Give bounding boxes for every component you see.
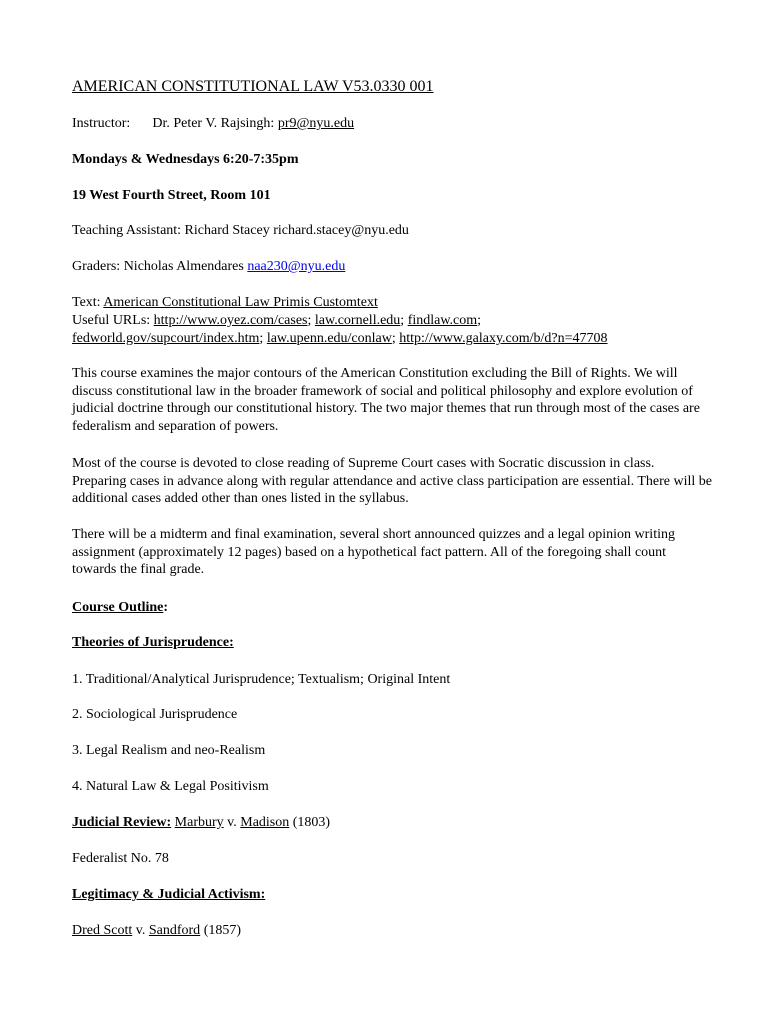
- document-title: AMERICAN CONSTITUTIONAL LAW V53.0330 001: [72, 78, 434, 95]
- graders-line: [72, 258, 345, 275]
- cornell-link[interactable]: law.cornell.edu: [314, 313, 401, 328]
- urls-line-2: fedworld.gov/supcourt/index.htm; law.upenn.edu/conlaw; http://www.galaxy.com/b/d?n=47708: [72, 331, 608, 346]
- upenn-link[interactable]: law.upenn.edu/conlaw: [266, 331, 392, 346]
- course-outline-heading: Course Outline:: [72, 600, 169, 615]
- instructor-email-link[interactable]: pr9@nyu.edu: [277, 116, 355, 131]
- urls-line-1: Useful URLs: http://www.oyez.com/cases; law.cornell.edu; findlaw.com;: [72, 313, 482, 328]
- oyez-link[interactable]: http://www.oyez.com/cases: [153, 313, 308, 328]
- teaching-assistant: Teaching Assistant: Richard Stacey richard.stacey@nyu.edu: [72, 223, 409, 238]
- dred-scott-line: Dred Scott v. Sandford (1857): [72, 923, 242, 938]
- grader-email-link[interactable]: naa230@nyu.edu: [247, 259, 346, 274]
- textbook-link[interactable]: American Constitutional Law Primis Customtext: [103, 295, 378, 310]
- graders-label: Graders: Nicholas Almendares: [72, 259, 248, 274]
- judicial-review-line: Judicial Review: Marbury v. Madison (1803): [72, 815, 331, 830]
- case-party: Madison: [240, 815, 290, 830]
- course-format-paragraph: Most of the course is devoted to close reading of Supreme Court cases with Socratic discussion in class. Preparing cases in advance along with regular attendance and active class participation are essential. There will be additional cases added other than ones listed in the syllabus.: [72, 456, 712, 506]
- theory-item: 2. Sociological Jurisprudence: [72, 707, 238, 722]
- schedule: Mondays & Wednesdays 6:20-7:35pm: [72, 152, 299, 167]
- federalist-reference: Federalist No. 78: [72, 851, 169, 866]
- case-party: Dred Scott: [72, 923, 133, 938]
- galaxy-link[interactable]: http://www.galaxy.com/b/d?n=47708: [399, 331, 608, 346]
- case-party: Marbury: [174, 815, 224, 830]
- urls-label: Useful URLs:: [72, 313, 154, 328]
- instructor-name: Dr. Peter V. Rajsingh:: [152, 116, 278, 131]
- theory-item: 4. Natural Law & Legal Positivism: [72, 779, 269, 794]
- theory-item: 1. Traditional/Analytical Jurisprudence; Textualism; Original Intent: [72, 672, 451, 687]
- findlaw-link[interactable]: findlaw.com: [407, 313, 478, 328]
- case-party: Sandford: [148, 923, 201, 938]
- text-label: Text:: [72, 295, 104, 310]
- theories-heading: Theories of Jurisprudence:: [72, 635, 234, 650]
- course-description-paragraph: This course examines the major contours of the American Constitution excluding the Bill of Rights. We will discuss constitutional law in the broader framework of social and political philosophy and explore evolution of judicial doctrine through our constitutional history. The two major themes that run through most of the cases are federalism and separation of powers.: [72, 366, 700, 434]
- instructor-line: [72, 115, 354, 132]
- instructor-label: Instructor:: [72, 116, 131, 131]
- judicial-review-heading: Judicial Review:: [72, 815, 172, 830]
- location: 19 West Fourth Street, Room 101: [72, 188, 271, 203]
- grading-paragraph: There will be a midterm and final examination, several short announced quizzes and a legal opinion writing assignment (approximately 12 pages) based on a hypothetical fact pattern. All of the foregoing shall count towards the final grade.: [72, 527, 675, 577]
- legitimacy-heading: Legitimacy & Judicial Activism:: [72, 887, 266, 902]
- text-line: [72, 294, 378, 311]
- theory-item: 3. Legal Realism and neo-Realism: [72, 743, 266, 758]
- fedworld-link[interactable]: fedworld.gov/supcourt/index.htm: [72, 331, 260, 346]
